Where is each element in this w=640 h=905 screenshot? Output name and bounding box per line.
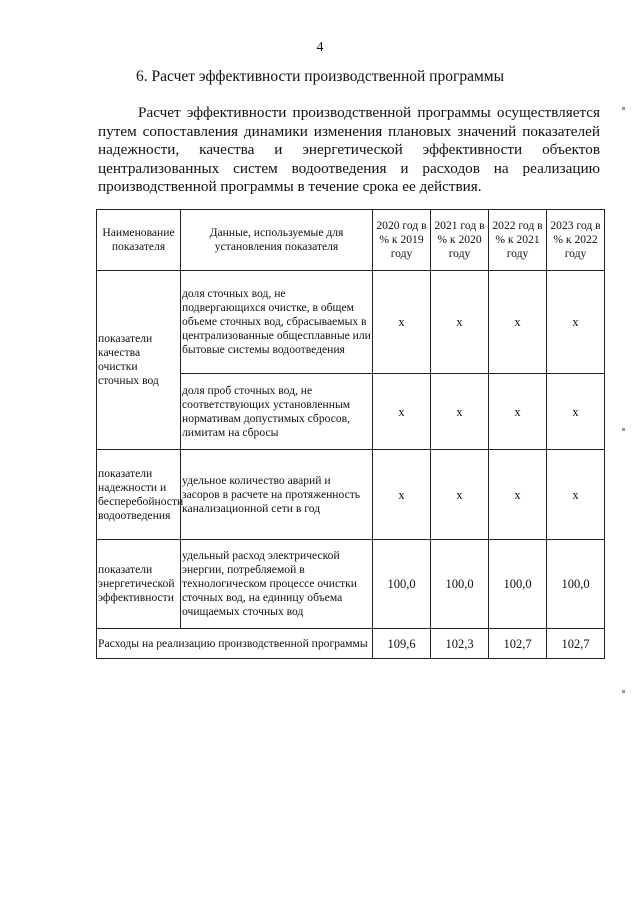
value-cell: 100,0 — [431, 540, 489, 629]
intro-paragraph — [98, 104, 600, 197]
total-value: 102,3 — [431, 629, 489, 659]
scan-speck — [622, 107, 625, 110]
group-name-quality: показатели качества очистки сточных вод — [97, 271, 181, 450]
value-cell: х — [373, 374, 431, 450]
row-data: доля сточных вод, не подвергающихся очистке, в общем объеме сточных вод, сбрасываемых в централизованные общесплавные или бытовые системы водоотведения — [181, 271, 373, 374]
value-cell: х — [431, 450, 489, 540]
scan-speck — [622, 428, 625, 431]
header-year-2021: 2021 год в % к 2020 году — [431, 210, 489, 271]
value-cell: х — [489, 450, 547, 540]
value-cell: х — [431, 374, 489, 450]
value-cell: х — [489, 271, 547, 374]
header-indicator-name: Наименование показателя — [97, 210, 181, 271]
value-cell: х — [547, 271, 605, 374]
scan-speck — [622, 690, 625, 693]
table-row — [97, 271, 605, 374]
paragraph-line: производственной программы в течение срока ее действия. — [98, 178, 482, 196]
value-cell: х — [547, 374, 605, 450]
total-value: 109,6 — [373, 629, 431, 659]
paragraph-line: централизованных систем водоотведения и расходов на реализацию — [98, 159, 600, 177]
value-cell: х — [373, 271, 431, 374]
total-label: Расходы на реализацию производственной программы — [97, 629, 373, 659]
page-number: 4 — [316, 40, 324, 55]
group-name-energy: показатели энергетической эффективности — [97, 540, 181, 629]
header-year-2020: 2020 год в % к 2019 году — [373, 210, 431, 271]
total-row — [97, 629, 605, 659]
efficiency-table — [96, 209, 605, 659]
value-cell: х — [431, 271, 489, 374]
paragraph-line: Расчет эффективности производственной программы осуществляется — [138, 104, 600, 121]
total-value: 102,7 — [547, 629, 605, 659]
header-year-2022: 2022 год в % к 2021 году — [489, 210, 547, 271]
paragraph-line: путем сопоставления динамики изменения плановых значений показателей — [98, 122, 600, 140]
header-year-2023: 2023 год в % к 2022 году — [547, 210, 605, 271]
table-row — [97, 540, 605, 629]
table-row — [97, 450, 605, 540]
row-data: доля проб сточных вод, не соответствующих установленным нормативам допустимых сбросов, лимитам на сбросы — [181, 374, 373, 450]
value-cell: 100,0 — [373, 540, 431, 629]
header-data-used: Данные, используемые для установления показателя — [181, 210, 373, 271]
row-data: удельный расход электрической энергии, потребляемой в технологическом процессе очистки сточных вод, на единицу объема очищаемых сточных вод — [181, 540, 373, 629]
total-value: 102,7 — [489, 629, 547, 659]
group-name-reliability: показатели надежности и бесперебойности водоотведения — [97, 450, 181, 540]
value-cell: 100,0 — [547, 540, 605, 629]
row-data: удельное количество аварий и засоров в расчете на протяженность канализационной сети в год — [181, 450, 373, 540]
value-cell: х — [489, 374, 547, 450]
section-heading: 6. Расчет эффективности производственной программы — [136, 68, 504, 85]
value-cell: 100,0 — [489, 540, 547, 629]
value-cell: х — [547, 450, 605, 540]
value-cell: х — [373, 450, 431, 540]
paragraph-line: надежности, качества и энергетической эффективности объектов — [98, 141, 600, 159]
table-header-row — [97, 210, 605, 271]
